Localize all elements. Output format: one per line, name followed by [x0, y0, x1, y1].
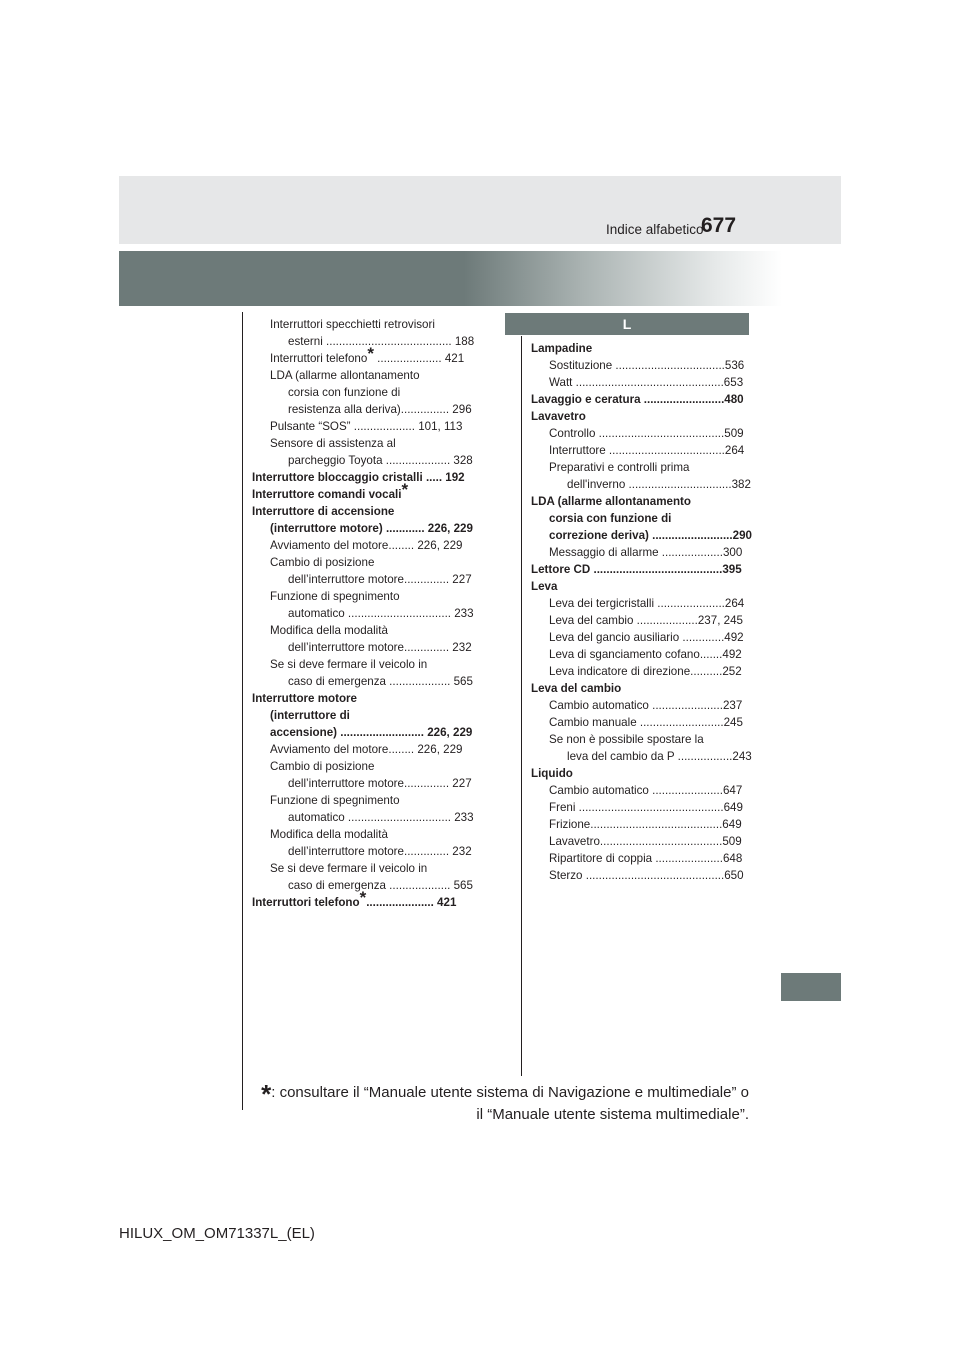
index-entry [531, 833, 750, 850]
index-entry-text: (interruttore motore) ............ 226, 229 [270, 522, 473, 535]
index-entry-text: Sostituzione ..................................536 [549, 359, 745, 372]
index-entry [531, 357, 750, 374]
index-entry [531, 850, 750, 867]
index-entry [531, 476, 750, 493]
index-entry [531, 612, 750, 629]
index-entry [252, 673, 472, 690]
index-entry-text: accensione) .......................... 226, 229 [270, 726, 473, 739]
index-entry-text: Interruttori telefono [270, 352, 368, 365]
index-entry [252, 384, 472, 401]
index-entry-text: Modifica della modalità [270, 828, 388, 841]
index-entry-text: (interruttore di [270, 709, 350, 722]
index-entry-text: Se si deve fermare il veicolo in [270, 862, 428, 875]
index-entry-text: esterni ....................................... 188 [288, 335, 475, 348]
index-entry [252, 469, 472, 486]
index-entry [531, 629, 750, 646]
index-entry-text: Avviamento del motore........ 226, 229 [270, 539, 463, 552]
index-entry [252, 537, 472, 554]
index-entry [252, 656, 472, 673]
index-entry-text: Interruttore comandi vocali [252, 488, 402, 501]
footnote-line-1: : consultare il “Manuale utente sistema di Navigazione e multimediale” o [271, 1084, 749, 1101]
index-entry [531, 391, 750, 408]
index-entry-text: dell’interruttore motore.............. 232 [288, 845, 472, 858]
index-entry-text: Se si deve fermare il veicolo in [270, 658, 428, 671]
index-entry-text: Lavavetro [531, 410, 586, 423]
index-entry-text: Cambio automatico ......................647 [549, 784, 743, 797]
footnote-line-2: il “Manuale utente sistema multimediale”. [476, 1106, 749, 1123]
index-entry-text: corsia con funzione di [288, 386, 401, 399]
index-entry-page: ..................... 421 [366, 896, 457, 909]
index-entry [252, 758, 472, 775]
index-entry-text: Interruttore ....................................264 [549, 444, 745, 457]
index-entry-text: Se non è possibile spostare la [549, 733, 704, 746]
index-entry-text: Interruttore bloccaggio cristalli ..... 192 [252, 471, 465, 484]
index-entry [531, 816, 750, 833]
index-entry [531, 425, 750, 442]
index-entry-text: Interruttore di accensione [252, 505, 395, 518]
page-number: 677 [701, 214, 737, 237]
chapter-tab [781, 973, 841, 1001]
index-entry-text: LDA (allarme allontanamento [270, 369, 420, 382]
index-entry-text: automatico ................................ 233 [288, 811, 474, 824]
index-entry-text: Messaggio di allarme ...................300 [549, 546, 743, 559]
page-title: Indice alfabetico [606, 222, 704, 237]
index-entry [252, 316, 472, 333]
index-entry [531, 561, 750, 578]
index-entry [252, 418, 472, 435]
index-entry [531, 578, 750, 595]
index-entry [531, 510, 750, 527]
index-entry [252, 707, 472, 724]
index-entry [531, 680, 750, 697]
index-entry-text: dell'inverno ................................382 [567, 478, 751, 491]
index-entry-text: Ripartitore di coppia .....................648 [549, 852, 743, 865]
index-entry [531, 408, 750, 425]
footnote [261, 1079, 749, 1126]
index-entry [252, 333, 475, 350]
index-entry [252, 622, 472, 639]
asterisk-marker: * [359, 888, 367, 907]
header-band [119, 251, 782, 306]
index-entry-text: Leva dei tergicristalli .....................264 [549, 597, 745, 610]
index-entry-text: Controllo .......................................509 [549, 427, 744, 440]
index-entry-text: Cambio di posizione [270, 760, 375, 773]
index-entry [252, 571, 472, 588]
index-entry [252, 344, 472, 367]
index-entry-text: Interruttori specchietti retrovisori [270, 318, 435, 331]
index-entry-text: resistenza alla deriva)............... 296 [288, 403, 472, 416]
index-entry-text: Leva del cambio [531, 682, 622, 695]
index-entry [252, 775, 472, 792]
index-entry-page: .................... 421 [373, 352, 465, 365]
index-entry [252, 554, 472, 571]
index-entry [252, 605, 472, 622]
index-entry-text: Cambio manuale ..........................245 [549, 716, 743, 729]
index-entry [252, 435, 472, 452]
index-entry [252, 888, 472, 911]
index-entry [531, 731, 750, 748]
index-entry [531, 799, 750, 816]
index-entry-text: dell’interruttore motore.............. 232 [288, 641, 472, 654]
index-entry-text: Leva di sganciamento cofano.......492 [549, 648, 742, 661]
index-entry-text: Lampadine [531, 342, 593, 355]
index-entry-text: Modifica della modalità [270, 624, 388, 637]
index-entry-text: leva del cambio da P .................243 [567, 750, 752, 763]
index-entry [252, 860, 472, 877]
index-entry-text: Watt ..............................................653 [549, 376, 744, 389]
index-entry-text: caso di emergenza ................... 565 [288, 675, 473, 688]
index-entry-text: Leva del cambio ...................237, 245 [549, 614, 743, 627]
index-entry-text: Liquido [531, 767, 573, 780]
index-column-left [252, 316, 475, 911]
index-entry [531, 340, 750, 357]
index-entry [252, 503, 472, 520]
asterisk-marker: * [401, 480, 409, 499]
index-entry [531, 459, 750, 476]
index-entry [252, 588, 472, 605]
index-entry [252, 809, 472, 826]
index-entry-text: Frizione.........................................649 [549, 818, 742, 831]
index-entry-text: Preparativi e controlli prima [549, 461, 690, 474]
index-entry [531, 663, 750, 680]
index-entry-text: corsia con funzione di [549, 512, 672, 525]
index-entry [252, 480, 472, 503]
index-entry-text: Avviamento del motore........ 226, 229 [270, 743, 463, 756]
index-entry-text: Cambio di posizione [270, 556, 375, 569]
index-entry [531, 595, 750, 612]
index-entry-text: LDA (allarme allontanamento [531, 495, 691, 508]
index-entry [252, 826, 472, 843]
index-entry [252, 520, 472, 537]
section-letter-header: L [505, 313, 749, 335]
index-entry-text: dell’interruttore motore.............. 227 [288, 573, 472, 586]
left-column-divider [242, 312, 243, 1110]
index-entry [531, 493, 750, 510]
index-entry-text: Leva indicatore di direzione..........252 [549, 665, 742, 678]
index-entry [252, 792, 472, 809]
index-entry-text: dell’interruttore motore.............. 227 [288, 777, 472, 790]
index-entry-text: Leva del gancio ausiliario .............492 [549, 631, 744, 644]
center-column-divider [521, 336, 522, 1076]
footnote-star: * [261, 1079, 272, 1109]
index-entry [531, 442, 750, 459]
index-entry [252, 401, 472, 418]
index-entry-text: Sensore di assistenza al [270, 437, 396, 450]
index-entry-text: Pulsante “SOS” ................... 101, 113 [270, 420, 463, 433]
index-entry [531, 867, 750, 884]
index-entry-text: Lavavetro......................................509 [549, 835, 742, 848]
index-entry-text: Freni .............................................649 [549, 801, 743, 814]
index-entry [531, 646, 750, 663]
index-entry [252, 452, 472, 469]
index-entry-text: Sterzo ...........................................650 [549, 869, 744, 882]
index-entry [252, 741, 472, 758]
index-entry [531, 544, 750, 561]
index-entry-text: Leva [531, 580, 558, 593]
document-code: HILUX_OM_OM71337L_(EL) [119, 1225, 315, 1242]
index-entry [531, 714, 750, 731]
index-column-right [531, 340, 750, 884]
index-entry-text: automatico ................................ 233 [288, 607, 474, 620]
index-entry [531, 765, 750, 782]
index-entry [531, 527, 750, 544]
index-entry-text: Lettore CD ........................................395 [531, 563, 742, 576]
index-entry [531, 374, 750, 391]
index-entry-text: Cambio automatico ......................237 [549, 699, 743, 712]
index-entry [252, 690, 472, 707]
index-entry-text: Interruttori telefono [252, 896, 360, 909]
index-entry [252, 724, 472, 741]
index-entry [252, 639, 472, 656]
index-entry [531, 782, 750, 799]
index-entry [531, 697, 750, 714]
index-entry-text: Interruttore motore [252, 692, 357, 705]
index-entry-text: Lavaggio e ceratura .........................480 [531, 393, 744, 406]
asterisk-marker: * [367, 344, 374, 363]
index-entry-text: caso di emergenza ................... 565 [288, 879, 473, 892]
index-entry-text: Funzione di spegnimento [270, 590, 400, 603]
index-entry-text: Funzione di spegnimento [270, 794, 400, 807]
index-entry [252, 843, 472, 860]
index-entry-text: correzione deriva) .........................290 [549, 529, 752, 542]
index-entry [531, 748, 750, 765]
index-entry [252, 367, 472, 384]
index-entry-text: parcheggio Toyota .................... 328 [288, 454, 473, 467]
